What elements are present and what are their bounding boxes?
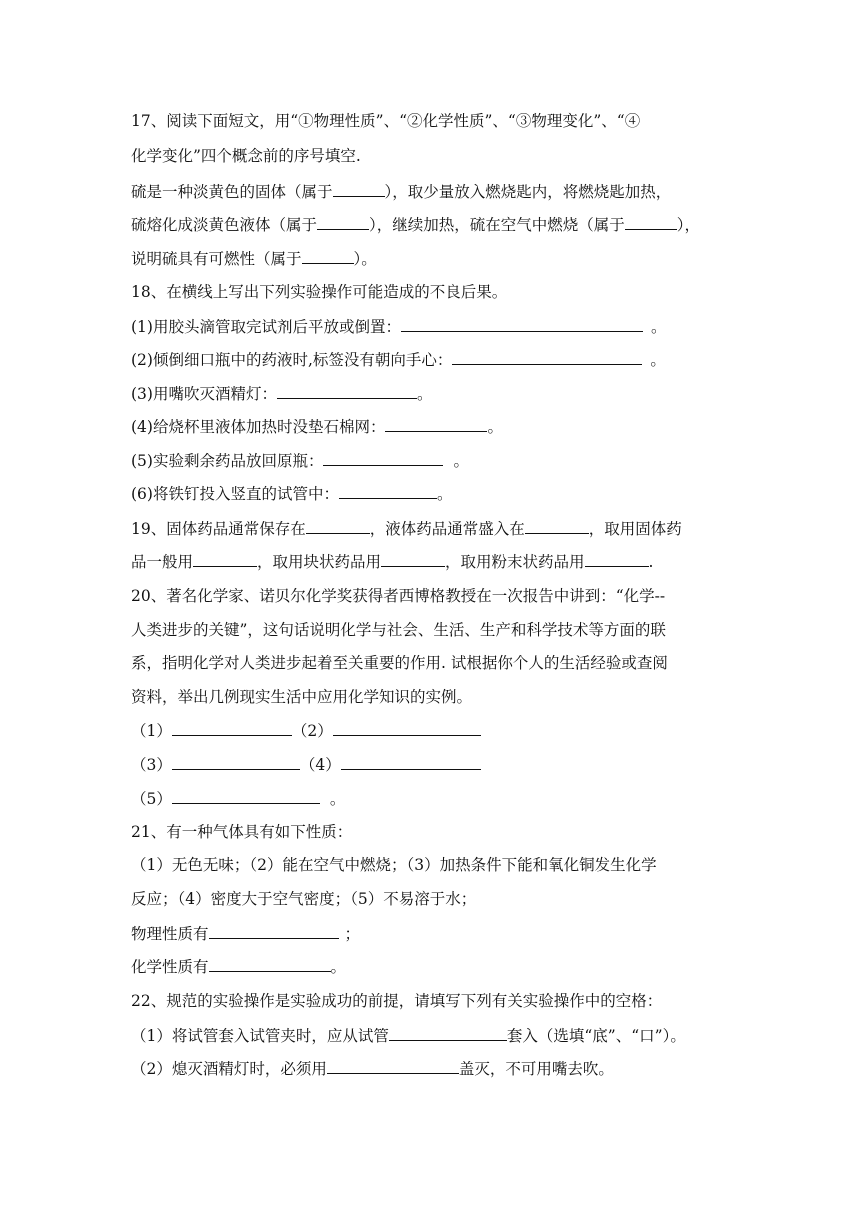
answer-blank[interactable] [302,248,354,264]
q21-physical [131,923,360,944]
q17-text: 化学变化”四个概念前的序号填空. [131,147,361,165]
q18-item-end: 。 [650,318,667,336]
q21-line-2: 反应；（4）密度大于空气密度；（5）不易溶于水； [131,890,477,908]
q20-line-4: 资料，举出几例现实生活中应用化学知识的实例。 [131,688,473,706]
q17-text: ）。 [353,250,377,268]
q17-text: ），继续加热，硫在空气中燃烧（属于 [369,216,625,234]
answer-blank[interactable] [333,181,385,197]
q17-line-4 [131,214,700,235]
q20-answers-1-2 [131,720,481,741]
answer-blank[interactable] [341,754,481,770]
q19-text: ，取用固体药 [588,520,682,538]
q18-item-text: (2)倾倒细口瓶中的药液时,标签没有朝向手心： [131,351,453,369]
q20-line-3: 系，指明化学对人类进步起着至关重要的作用. 试根据你个人的生活经验或查阅 [131,654,668,672]
answer-blank[interactable] [306,518,370,534]
q21-label: 化学性质有 [131,958,209,976]
q18-item-text: (5)实验剩余药品放回原瓶： [131,452,324,470]
answer-blank[interactable] [333,720,481,736]
q17-text: 硫是一种淡黄色的固体（属于 [131,183,333,201]
answer-blank[interactable] [193,551,257,567]
q19-text: ，取用块状药品用 [257,553,382,571]
answer-number: （3） [131,756,172,774]
q20-line-2: 人类进步的关键”，这句话说明化学与社会、生活、生产和科学技术等方面的联 [131,621,666,639]
q19-line-1 [131,518,682,539]
q18-title: 18、在横线上写出下列实验操作可能造成的不良后果。 [131,283,508,301]
q21-label: 物理性质有 [131,925,209,943]
q18-item-text: (4)给烧杯里液体加热时没垫石棉网： [131,418,386,436]
answer-blank[interactable] [585,551,649,567]
q17-text: 17、阅读下面短文，用“①物理性质”、“②化学性质”、“③物理变化”、“④ [131,112,641,130]
q19-text: ，取用粉末状药品用 [445,553,585,571]
q18-item-end: 。 [650,351,666,369]
q21-end: 。 [330,958,347,976]
q18-item-text: (3)用嘴吹灭酒精灯： [131,385,277,403]
q19-text: 品一般用 [131,553,194,571]
answer-blank[interactable] [172,754,300,770]
q21-line-1: （1）无色无味；（2）能在空气中燃烧；（3）加热条件下能和氧化铜发生化学 [131,856,657,874]
q18-item-4 [131,416,503,437]
answer-blank[interactable] [385,416,487,432]
answer-blank[interactable] [327,1058,459,1074]
answer-blank[interactable] [452,349,642,365]
q18-item-end: 。 [436,485,453,503]
q17-text: ）， [676,216,701,234]
answer-blank[interactable] [277,383,417,399]
q21-title: 21、有一种气体具有如下性质： [131,823,353,841]
q17-line-3 [131,181,671,202]
q18-item-end: 。 [453,452,469,470]
q19-text: 19、固体药品通常保存在 [131,520,306,538]
answer-number: （5） [131,790,172,808]
answer-blank[interactable] [339,483,437,499]
answer-number: （1） [131,722,172,740]
answer-number: （4） [299,756,341,774]
q20-answers-3-4 [131,754,481,775]
answer-blank[interactable] [172,720,292,736]
q18-item-2 [131,349,666,370]
q17-line-1 [131,111,640,131]
answer-blank[interactable] [209,923,339,939]
q22-text: 套入（选填“底”、“口”）。 [506,1027,686,1045]
q21-end: ； [344,925,361,943]
answer-blank[interactable] [625,214,677,230]
answer-blank[interactable] [209,956,331,972]
answer-blank[interactable] [172,788,320,804]
q18-item-6 [131,483,452,504]
q20-line-1: 20、著名化学家、诺贝尔化学奖获得者西博格教授在一次报告中讲到：“化学-- [131,587,666,605]
q22-title: 22、规范的实验操作是实验成功的前提，请填写下列有关实验操作中的空格： [131,992,663,1010]
q17-text: ），取少量放入燃烧匙内，将燃烧匙加热， [384,183,672,201]
answer-blank[interactable] [323,450,443,466]
q22-text: （2）熄灭酒精灯时，必须用 [131,1060,327,1078]
q18-item-1 [131,316,666,337]
q18-item-3 [131,383,432,404]
q18-item-text: (1)用胶头滴管取完试剂后平放或倒置： [131,318,401,336]
q21-chemical [131,956,346,977]
answer-number: （2） [291,722,333,740]
q17-line-5 [131,248,377,269]
q22-line-1 [131,1025,686,1046]
q20-answers-5 [131,788,345,809]
q22-line-2 [131,1058,614,1079]
answer-blank[interactable] [381,551,445,567]
q18-item-end: 。 [416,385,433,403]
q17-text: 说明硫具有可燃性（属于 [131,250,302,268]
answer-blank[interactable] [525,518,589,534]
q19-line-2 [131,551,653,572]
q19-text: ，液体药品通常盛入在 [369,520,525,538]
q18-item-text: (6)将铁钉投入竖直的试管中： [131,485,339,503]
q17-line-2 [131,146,361,166]
q22-text: 盖灭，不可用嘴去吹。 [458,1060,614,1078]
answer-blank[interactable] [401,316,643,332]
q18-item-end: 。 [487,418,503,436]
q18-item-5 [131,450,469,471]
q19-text: . [648,553,654,571]
q22-text: （1）将试管套入试管夹时，应从试管 [131,1027,389,1045]
answer-blank[interactable] [389,1025,507,1041]
q17-text: 硫熔化成淡黄色液体（属于 [131,216,318,234]
q20-end: 。 [329,790,346,808]
answer-blank[interactable] [317,214,369,230]
